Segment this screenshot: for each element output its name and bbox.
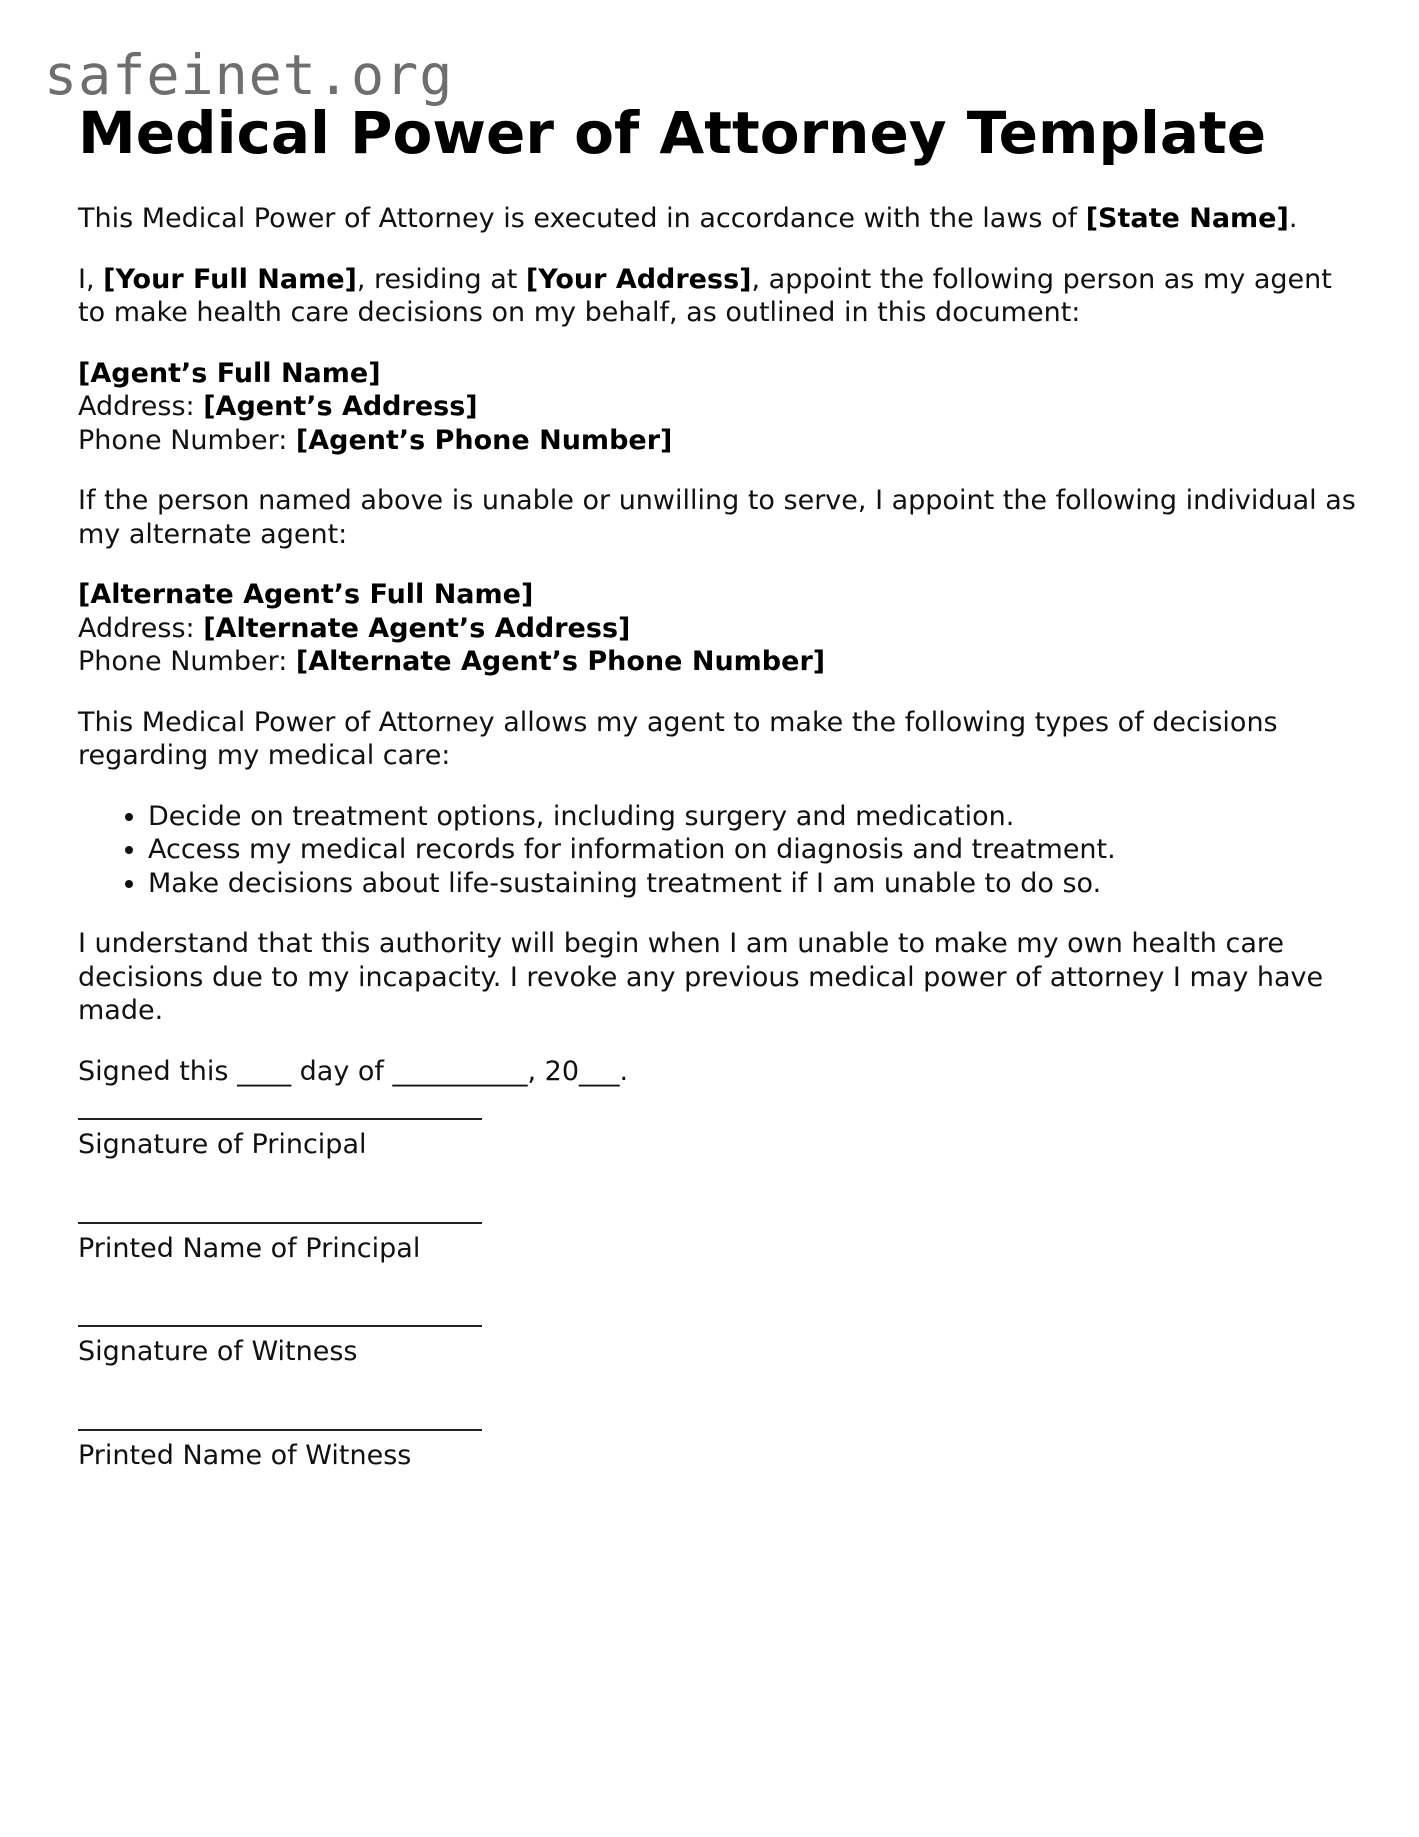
intro-paragraph bbox=[78, 202, 1358, 236]
document-title: Medical Power of Attorney Template bbox=[78, 99, 1267, 167]
full-name-placeholder: [Your Full Name] bbox=[103, 263, 357, 295]
address-placeholder: [Your Address] bbox=[525, 263, 752, 295]
witness-printed-name-label: Printed Name of Witness bbox=[78, 1439, 412, 1471]
list-item: • Access my medical records for information on diagnosis and treatment. bbox=[148, 833, 1358, 867]
signature-block bbox=[78, 1118, 1358, 1472]
principal-signature-label: Signature of Principal bbox=[78, 1129, 367, 1160]
witness-signature-line[interactable] bbox=[78, 1325, 482, 1327]
powers-list bbox=[78, 800, 1358, 901]
alternate-agent-address-placeholder: [Alternate Agent’s Address] bbox=[203, 612, 631, 644]
principal-signature-line[interactable] bbox=[78, 1118, 482, 1120]
alternate-agent-phone-label: Phone Number: bbox=[78, 646, 296, 677]
list-item: • Make decisions about life-sustaining treatment if I am unable to do so. bbox=[148, 867, 1358, 901]
intro-prefix: This Medical Power of Attorney is executed in accordance with the laws of bbox=[78, 203, 1086, 234]
list-item: • Decide on treatment options, including surgery and medication. bbox=[148, 800, 1358, 834]
understanding-paragraph: I understand that this authority will begin when I am unable to make my own health care decisions due to my incapacity. I revoke any previous medical power of attorney I may have made. bbox=[78, 928, 1324, 1026]
intro-suffix: . bbox=[1288, 203, 1298, 234]
state-name-placeholder: [State Name] bbox=[1085, 203, 1289, 234]
signed-date-line: Signed this ____ day of __________, 20___. bbox=[78, 1055, 629, 1087]
agent-name-placeholder: [Agent’s Full Name] bbox=[78, 357, 381, 389]
principal-printed-name-line[interactable] bbox=[78, 1222, 482, 1224]
agent-block bbox=[78, 357, 1358, 458]
agent-phone-label: Phone Number: bbox=[78, 424, 296, 456]
document bbox=[78, 98, 1358, 1472]
alternate-agent-name-placeholder: [Alternate Agent’s Full Name] bbox=[78, 579, 534, 610]
alternate-agent-address-label: Address: bbox=[78, 612, 204, 644]
appointment-paragraph bbox=[78, 263, 1358, 330]
agent-address-label: Address: bbox=[78, 391, 204, 422]
alternate-intro-paragraph: If the person named above is unable or unwilling to serve, I appoint the following individual as my alternate agent: bbox=[78, 485, 1356, 550]
witness-printed-name-line[interactable] bbox=[78, 1429, 482, 1431]
appointment-text-2: , residing at bbox=[356, 263, 526, 295]
appointment-text-3: , appoint the following person as my agent to make health care decisions on my behalf, as outlined in this document: bbox=[78, 263, 1332, 328]
alternate-agent-phone-placeholder: [Alternate Agent’s Phone Number] bbox=[295, 646, 826, 677]
principal-printed-name-label: Printed Name of Principal bbox=[78, 1232, 421, 1264]
powers-intro-paragraph: This Medical Power of Attorney allows my agent to make the following types of decisions regarding my medical care: bbox=[78, 706, 1278, 771]
alternate-agent-block bbox=[78, 578, 1358, 679]
appointment-text-1: I, bbox=[78, 263, 104, 295]
agent-address-placeholder: [Agent’s Address] bbox=[203, 391, 478, 422]
watermark: safeinet.org bbox=[44, 43, 454, 107]
agent-phone-placeholder: [Agent’s Phone Number] bbox=[295, 424, 673, 456]
witness-signature-label: Signature of Witness bbox=[78, 1336, 358, 1367]
